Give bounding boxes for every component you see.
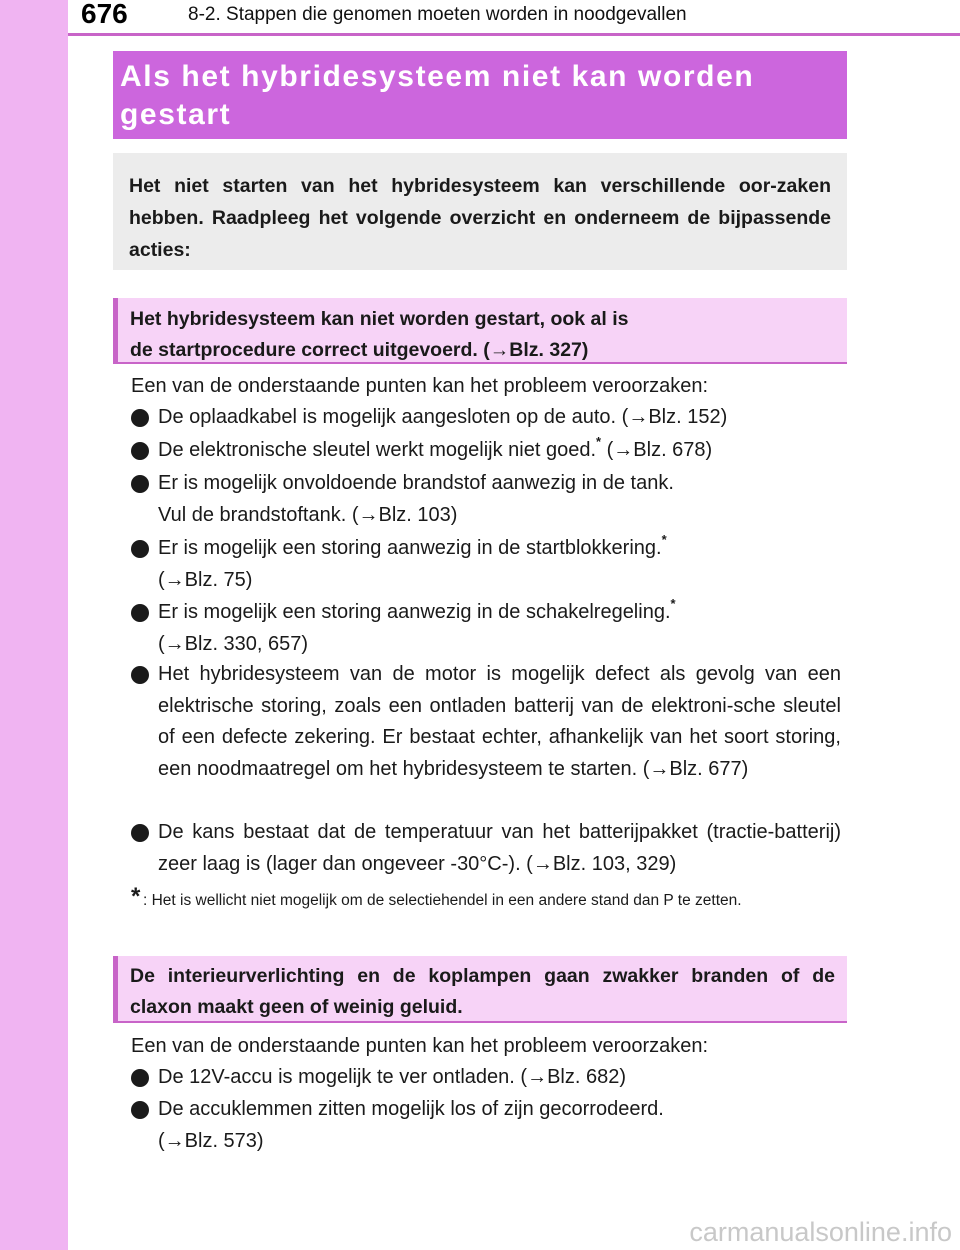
- intro-box: [113, 153, 847, 270]
- title-line-2: gestart: [120, 98, 232, 131]
- bullet-text: Vul de brandstoftank. (→Blz. 103): [158, 503, 458, 526]
- header-rule: [68, 33, 960, 36]
- page-edge-tab: [0, 0, 68, 1250]
- intro-text: Het niet starten van het hybridesysteem kan verschillende oor-zaken hebben. Raadpleeg het volgende overzicht en onderneem de bijpassende acties:: [129, 175, 831, 261]
- list-item: [131, 533, 841, 596]
- footnote-star: *: [670, 596, 676, 612]
- list-item: [131, 817, 841, 880]
- bullet-text: Er is mogelijk een storing aanwezig in de schakelregeling.: [158, 601, 671, 623]
- bullet-icon: [131, 1101, 149, 1119]
- footnote-star: *: [596, 434, 602, 450]
- page-title: [113, 51, 847, 139]
- bullet-icon: [131, 1069, 149, 1087]
- bullet-icon: [131, 824, 149, 842]
- section1-heading: [113, 298, 847, 364]
- bullet-icon: [131, 540, 149, 558]
- bullet-text: De kans bestaat dat de temperatuur van het batterijpakket (tractie-batterij) zeer laag is (lager dan ongeveer -30°C-). (→Blz. 103, 329): [158, 821, 841, 875]
- watermark: carmanualsonline.info: [689, 1217, 952, 1247]
- list-item: [131, 435, 841, 467]
- footnote-text: : Het is wellicht niet mogelijk om de selectiehendel in een andere stand dan P te zetten.: [143, 892, 742, 909]
- list-item: [131, 597, 841, 660]
- section1-lead: Een van de onderstaande punten kan het probleem veroorzaken:: [131, 375, 709, 397]
- bullet-icon: [131, 666, 149, 684]
- list-item: [131, 1062, 841, 1094]
- title-line-1: Als het hybridesysteem niet kan worden: [120, 60, 755, 93]
- bullet-icon: [131, 475, 149, 493]
- bullet-text: Er is mogelijk onvoldoende brandstof aanwezig in de tank.: [158, 472, 674, 494]
- footnote-marker: *: [131, 883, 141, 910]
- bullet-text: De 12V-accu is mogelijk te ver ontladen. (→Blz. 682): [158, 1066, 626, 1088]
- bullet-text: De oplaadkabel is mogelijk aangesloten op de auto. (→Blz. 152): [158, 406, 728, 428]
- bullet-icon: [131, 409, 149, 427]
- footnote: [131, 883, 841, 914]
- section1-heading-line2: de startprocedure correct uitgevoerd. (→Blz. 327): [130, 339, 589, 361]
- bullet-text-ref: (→Blz. 678): [601, 439, 713, 461]
- section2-lead: Een van de onderstaande punten kan het probleem veroorzaken:: [131, 1035, 709, 1057]
- list-item: [131, 1094, 841, 1157]
- section-header: 8-2. Stappen die genomen moeten worden in noodgevallen: [188, 4, 687, 25]
- bullet-text: Het hybridesysteem van de motor is mogelijk defect als gevolg van een elektrische storing, zoals een ontladen batterij van de elektroni-sche sleutel of een defecte zekering. Er bestaat echter, afhankelijk van het soort storing, een noodmaatregel om het hybridesysteem te starten. (→Blz. 677): [158, 663, 841, 780]
- list-item: [131, 468, 841, 531]
- section1-heading-line1: Het hybridesysteem kan niet worden gestart, ook al is: [130, 308, 629, 330]
- section2-heading: [113, 956, 847, 1023]
- bullet-text: (→Blz. 573): [158, 1129, 264, 1152]
- section2-heading-text: De interieurverlichting en de koplampen gaan zwakker branden of de claxon maakt geen of weinig geluid.: [130, 965, 835, 1018]
- bullet-icon: [131, 442, 149, 460]
- page-number: 676: [81, 0, 128, 29]
- bullet-icon: [131, 604, 149, 622]
- list-item: [131, 659, 841, 785]
- bullet-text: De elektronische sleutel werkt mogelijk niet goed.: [158, 439, 596, 461]
- footnote-star: *: [661, 532, 667, 548]
- list-item: [131, 402, 841, 434]
- bullet-text: De accuklemmen zitten mogelijk los of zijn gecorrodeerd.: [158, 1098, 664, 1120]
- bullet-text-ref: (→Blz. 330, 657): [158, 632, 309, 655]
- bullet-text-ref: (→Blz. 75): [158, 568, 253, 591]
- bullet-text: Er is mogelijk een storing aanwezig in de startblokkering.: [158, 537, 662, 559]
